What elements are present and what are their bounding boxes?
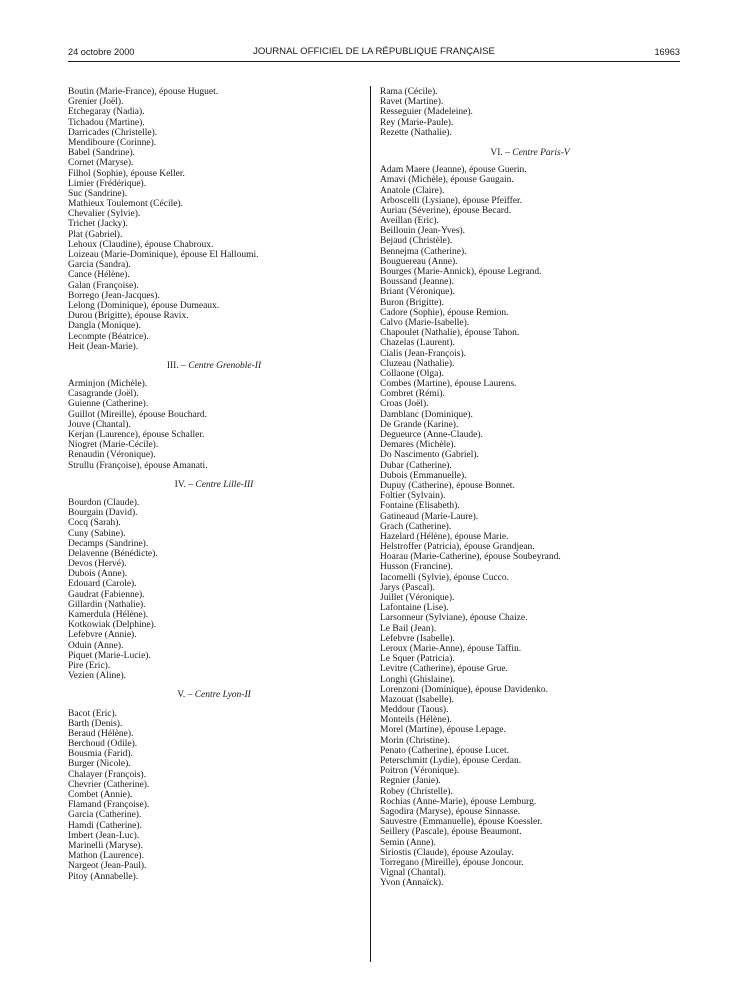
list-entry: Husson (Francine). xyxy=(380,562,453,573)
list-entry: Chalayer (François). xyxy=(68,769,147,780)
section-numeral: IV. – xyxy=(174,479,196,490)
list-entry: Cocq (Sarah). xyxy=(68,518,121,529)
list-entry: Mazouat (Isabelle). xyxy=(380,694,454,705)
list-entry: Robey (Christelle). xyxy=(380,786,453,797)
list-entry: Penato (Catherine), épouse Lucet. xyxy=(380,745,509,756)
list-entry: Bousmia (Farid). xyxy=(68,749,133,760)
list-entry: Tichadou (Martine). xyxy=(68,117,145,128)
list-entry: Mathon (Laurence). xyxy=(68,851,144,862)
list-entry: Renaudin (Véronique). xyxy=(68,450,156,461)
list-entry: Boutin (Marie-France), épouse Huguet. xyxy=(68,87,219,97)
list-entry: Anatole (Claire). xyxy=(380,185,445,196)
list-entry: Trichet (Jacky). xyxy=(68,219,128,230)
list-entry: Oduin (Anne). xyxy=(68,640,124,651)
list-entry: Regnier (Janie). xyxy=(380,776,441,787)
list-entry: Berchoud (Odile). xyxy=(68,739,138,750)
list-entry: Juillet (Véronique). xyxy=(380,593,455,603)
list-entry: Etchegaray (Nadia). xyxy=(68,107,145,118)
list-entry: Monteils (Hélène). xyxy=(380,715,452,726)
list-entry: Kerjan (Laurence), épouse Schaller. xyxy=(68,430,205,440)
right-column xyxy=(380,87,680,888)
header-rule xyxy=(68,61,680,62)
list-entry: Morel (Martine), épouse Lepage. xyxy=(380,725,506,736)
list-entry: Cialis (Jean-François). xyxy=(380,348,467,359)
list-entry: Rochias (Anne-Marie), épouse Lemburg. xyxy=(380,796,537,807)
list-entry: Mendiboure (Corinne). xyxy=(68,137,157,148)
list-entry: Seillery (Pascale), épouse Beaumont. xyxy=(380,827,522,838)
list-entry: Le Bail (Jean). xyxy=(380,623,437,634)
list-entry: Piquet (Marie-Lucie). xyxy=(68,650,151,661)
section-name: Centre Lille-III xyxy=(195,479,254,490)
list-entry: Durou (Brigitte), épouse Ravix. xyxy=(68,311,189,322)
list-entry: Dupuy (Catherine), épouse Bonnet. xyxy=(380,480,515,491)
list-entry: Demares (Michèle). xyxy=(380,440,456,451)
list-entry: Bacot (Eric). xyxy=(68,708,118,719)
list-entry: Dangla (Monique). xyxy=(68,321,141,332)
list-entry: Poitron (Véronique). xyxy=(380,766,460,777)
header-title: JOURNAL OFFICIEL DE LA RÉPUBLIQUE FRANÇAISE xyxy=(253,46,495,57)
list-entry: Guienne (Catherine). xyxy=(68,399,149,410)
list-entry: Fontaine (Elisabeth). xyxy=(380,501,460,512)
list-entry: Foltier (Sylvain). xyxy=(380,491,446,502)
list-entry: Levitre (Catherine), épouse Grue. xyxy=(380,664,508,675)
list-entry: Vezien (Aline). xyxy=(68,671,127,682)
list-entry: Suc (Sandrine). xyxy=(68,188,128,199)
list-entry: Arminjon (Michèle). xyxy=(68,379,148,390)
list-entry: Cuny (Sabine). xyxy=(68,528,126,539)
list-entry: Degueurce (Anne-Claude). xyxy=(380,430,483,440)
list-entry: Boussand (Jeanne). xyxy=(380,277,454,288)
list-entry: Devos (Hervé). xyxy=(68,559,127,570)
list-entry: Bouguereau (Anne). xyxy=(380,256,458,267)
section-name: Centre Lyon-II xyxy=(194,690,251,701)
list-entry: Strullu (Françoise), épouse Amanati. xyxy=(68,460,208,471)
list-entry: Briant (Véronique). xyxy=(380,287,455,298)
list-entry: Aveillan (Eric). xyxy=(380,216,439,227)
list-entry: Garcia (Sandra). xyxy=(68,260,131,271)
list-entry: Chazelas (Laurent). xyxy=(380,338,455,349)
list-entry: Gaudrat (Fabienne). xyxy=(68,589,145,600)
list-entry: Buron (Brigitte). xyxy=(380,297,444,308)
list-entry: Gillardin (Nathalie). xyxy=(68,599,146,610)
list-entry: Do Nascimento (Gabriel). xyxy=(380,450,479,461)
list-entry: Croas (Joël). xyxy=(380,399,429,410)
list-entry: Hoarau (Marie-Catherine), épouse Soubeyrand. xyxy=(380,552,561,563)
list-entry: Arboscelli (Lysiane), épouse Pfeiffer. xyxy=(380,195,523,206)
list-entry: Dubois (Emmanuelle). xyxy=(380,470,467,481)
list-entry: Loizeau (Marie-Dominique), épouse El Halloumi. xyxy=(68,250,259,260)
list-entry: Resseguier (Madeleine). xyxy=(380,107,473,118)
list-entry: Burger (Nicole). xyxy=(68,759,131,770)
section-heading xyxy=(380,148,680,158)
list-entry: Chevalier (Sylvie). xyxy=(68,209,141,220)
list-entry: Collaone (Olga). xyxy=(380,368,444,379)
list-entry: Sagodira (Maryse), épouse Sinnasse. xyxy=(380,806,521,817)
list-entry: Borrego (Jean-Jacques). xyxy=(68,290,160,301)
list-entry: Marinelli (Maryse). xyxy=(68,840,143,851)
list-entry: Plat (Gabriel). xyxy=(68,229,123,240)
list-entry: Grenier (Joël). xyxy=(68,97,124,108)
list-entry: Hamdi (Catherine). xyxy=(68,820,142,831)
list-entry: Jouve (Chantal). xyxy=(68,419,131,430)
header-page-number: 16963 xyxy=(654,47,680,57)
section-heading xyxy=(68,480,360,490)
page-header xyxy=(68,44,680,60)
list-entry: Kamerdula (Hélène). xyxy=(68,610,149,620)
list-entry: Lafontaine (Lise). xyxy=(380,603,449,614)
list-entry: Kotkowiak (Delphine). xyxy=(68,620,157,631)
list-entry: Bejaud (Christèle). xyxy=(380,236,453,247)
list-entry: Pire (Eric). xyxy=(68,660,111,671)
list-entry: Mathieux Toulemont (Cécile). xyxy=(68,199,183,210)
list-entry: Garcia (Catherine). xyxy=(68,810,142,821)
list-entry: Dubois (Anne). xyxy=(68,569,128,580)
list-entry: Sauvestre (Emmanuelle), épouse Koessler. xyxy=(380,817,543,828)
list-entry: Beillouin (Jean-Yves). xyxy=(380,226,466,237)
list-entry: Gatineaud (Marie-Laure). xyxy=(380,511,479,522)
list-entry: Ravet (Martine). xyxy=(380,97,444,108)
list-entry: Longhi (Ghislaine). xyxy=(380,674,455,685)
list-entry: Larsonneur (Sylviane), épouse Chaize. xyxy=(380,613,528,624)
list-entry: Limier (Frédérique). xyxy=(68,178,147,189)
list-entry: Barth (Denis). xyxy=(68,718,123,729)
list-entry: Combret (Rémi). xyxy=(380,389,445,400)
list-entry: Vignal (Chantal). xyxy=(380,868,446,879)
section-numeral: VI. – xyxy=(490,147,513,158)
list-entry: Semin (Anne). xyxy=(380,837,436,848)
list-entry: Bourges (Marie-Annick), épouse Legrand. xyxy=(380,267,542,277)
list-entry: Pitoy (Annabelle). xyxy=(68,871,139,882)
list-entry: Calvo (Marie-Isabelle). xyxy=(380,317,470,328)
list-entry: Heit (Jean-Marie). xyxy=(68,341,139,352)
list-entry: Lorenzoni (Dominique), épouse Davidenko. xyxy=(380,684,549,695)
list-entry: Adam Maere (Jeanne), épouse Guerin. xyxy=(380,165,527,176)
section-numeral: V. – xyxy=(177,690,195,701)
list-entry: Hazelard (Hélène), épouse Marie. xyxy=(380,531,509,542)
list-entry: Leroux (Marie-Anne), épouse Taffin. xyxy=(380,643,522,654)
list-entry: Bennejma (Catherine). xyxy=(380,246,467,257)
list-entry: Guillot (Mireille), épouse Bouchard. xyxy=(68,409,208,420)
list-entry: Auriau (Séverine), épouse Becard. xyxy=(380,205,512,216)
list-entry: Lefebvre (Isabelle). xyxy=(380,633,455,644)
list-entry: Edouard (Carole). xyxy=(68,579,137,590)
list-entry: Rezette (Nathalie). xyxy=(380,127,452,138)
list-entry: Lehoux (Claudine), épouse Chabroux. xyxy=(68,239,214,250)
list-entry: Jarys (Pascal). xyxy=(380,582,435,593)
list-entry: Darricades (Christelle). xyxy=(68,127,158,138)
section-name: Centre Paris-V xyxy=(512,147,570,158)
list-entry: Rama (Cécile). xyxy=(380,87,438,97)
list-entry: Cluzeau (Nathalie). xyxy=(380,358,455,369)
list-entry: Meddour (Taous). xyxy=(380,705,449,716)
list-entry: Peterschmitt (Lydie), épouse Cerdan. xyxy=(380,756,522,766)
list-entry: Bourdon (Claude). xyxy=(68,497,140,508)
column-divider xyxy=(370,86,371,962)
section-heading xyxy=(68,361,360,371)
list-entry: Flamand (Françoise). xyxy=(68,800,150,811)
list-entry: Siriostis (Claude), épouse Azoulay. xyxy=(380,847,514,858)
list-entry: Amavi (Michèle), épouse Gaugain. xyxy=(380,175,514,186)
list-entry: Lefebvre (Annie). xyxy=(68,630,137,641)
list-entry: Dubar (Catherine). xyxy=(380,460,452,471)
list-entry: Chapoulet (Nathalie), épouse Tahon. xyxy=(380,328,520,339)
list-entry: Rey (Marie-Paule). xyxy=(380,117,454,128)
list-entry: De Grande (Karine). xyxy=(380,419,459,430)
list-entry: Torregano (Mireille), épouse Joncour. xyxy=(380,857,524,868)
list-entry: Combes (Martine), épouse Laurens. xyxy=(380,379,517,390)
list-entry: Delavenne (Bénédicte). xyxy=(68,548,158,559)
list-entry: Filhol (Sophie), épouse Keller. xyxy=(68,168,185,179)
list-entry: Le Squer (Patricia). xyxy=(380,654,455,665)
list-entry: Yvon (Annaïck). xyxy=(380,878,444,889)
left-column xyxy=(68,87,360,882)
section-heading xyxy=(68,690,360,700)
list-entry: Imbert (Jean-Luc). xyxy=(68,830,140,841)
list-entry: Beraud (Hélène). xyxy=(68,728,134,739)
list-entry: Cornet (Maryse). xyxy=(68,158,134,169)
section-name: Centre Grenoble-II xyxy=(188,360,262,371)
list-entry: Chevrier (Catherine). xyxy=(68,779,150,790)
list-entry: Helstroffer (Patricia), épouse Grandjean. xyxy=(380,542,535,553)
list-entry: Babel (Sandrine). xyxy=(68,148,136,159)
list-entry: Grach (Catherine). xyxy=(380,521,452,532)
list-entry: Niogret (Marie-Cécile). xyxy=(68,440,159,451)
list-entry: Galan (Françoise). xyxy=(68,280,139,291)
list-entry: Bourgain (David). xyxy=(68,508,138,519)
list-entry: Lecompte (Béatrice). xyxy=(68,331,149,342)
list-entry: Damblanc (Dominique). xyxy=(380,409,473,420)
list-entry: Nargeot (Jean-Paul). xyxy=(68,861,147,872)
list-entry: Iacomelli (Sylvie), épouse Cucco. xyxy=(380,572,510,583)
list-entry: Cadore (Sophie), épouse Remion. xyxy=(380,307,509,318)
section-numeral: III. – xyxy=(166,360,189,371)
list-entry: Cance (Hélène). xyxy=(68,270,130,281)
list-entry: Casagrande (Joël). xyxy=(68,389,139,400)
list-entry: Combet (Annie). xyxy=(68,790,133,800)
header-date: 24 octobre 2000 xyxy=(68,47,135,57)
list-entry: Lelong (Dominique), épouse Dumeaux. xyxy=(68,300,220,311)
list-entry: Morin (Christine). xyxy=(380,735,450,746)
list-entry: Decamps (Sandrine). xyxy=(68,538,149,549)
